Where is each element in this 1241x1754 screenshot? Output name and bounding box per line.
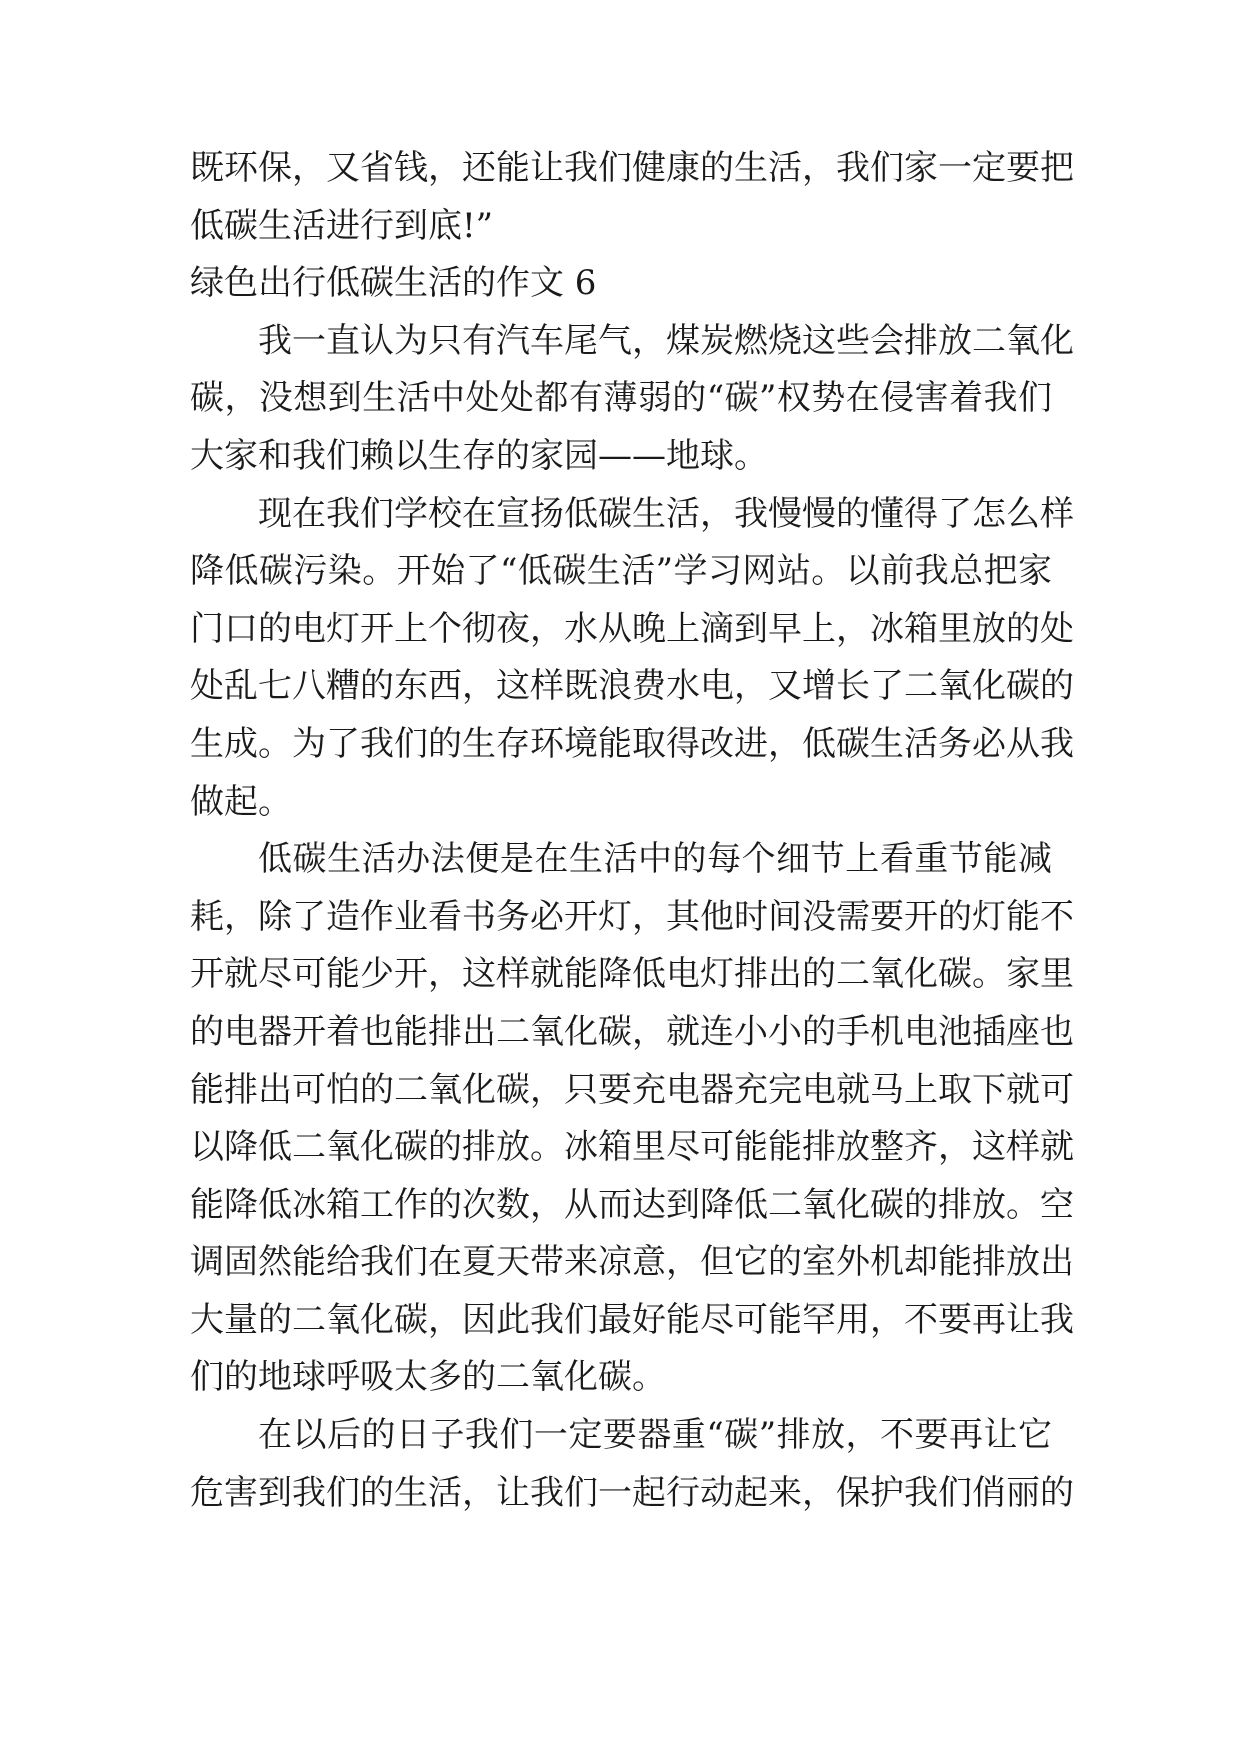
paragraph-line: 大家和我们赖以生存的家园——地球。	[190, 435, 768, 476]
paragraph-line: 处乱七八糟的东西，这样既浪费水电，又增长了二氧化碳的	[190, 666, 1074, 707]
paragraph-line: 开就尽可能少开，这样就能降低电灯排出的二氧化碳。家里	[190, 954, 1074, 995]
paragraph-line: 降低碳污染。开始了“低碳生活”学习网站。以前我总把家	[190, 551, 1052, 592]
paragraph-line: 大量的二氧化碳，因此我们最好能尽可能罕用，不要再让我	[190, 1299, 1074, 1340]
paragraph-line: 现在我们学校在宣扬低碳生活，我慢慢的懂得了怎么样	[258, 493, 1074, 534]
paragraph-line: 能排出可怕的二氧化碳，只要充电器充完电就马上取下就可	[190, 1069, 1074, 1110]
essay-heading: 绿色出行低碳生活的作文 6	[190, 263, 597, 304]
paragraph-line: 我一直认为只有汽车尾气，煤炭燃烧这些会排放二氧化	[258, 320, 1074, 361]
paragraph-line: 低碳生活进行到底!”	[190, 205, 494, 246]
paragraph-line: 耗，除了造作业看书务必开灯，其他时间没需要开的灯能不	[190, 896, 1074, 937]
paragraph-line: 调固然能给我们在夏天带来凉意，但它的室外机却能排放出	[190, 1242, 1074, 1283]
paragraph-line: 的电器开着也能排出二氧化碳，就连小小的手机电池插座也	[190, 1011, 1074, 1052]
paragraph-line: 们的地球呼吸太多的二氧化碳。	[190, 1357, 666, 1398]
paragraph-line: 在以后的日子我们一定要器重“碳”排放，不要再让它	[258, 1415, 1052, 1456]
paragraph-line: 生成。为了我们的生存环境能取得改进，低碳生活务必从我	[190, 723, 1074, 764]
text-column	[190, 140, 1074, 1522]
paragraph-line: 既环保，又省钱，还能让我们健康的生活，我们家一定要把	[190, 148, 1074, 188]
paragraph-line: 碳，没想到生活中处处都有薄弱的“碳”权势在侵害着我们	[190, 378, 1052, 419]
paragraph-line: 能降低冰箱工作的次数，从而达到降低二氧化碳的排放。空	[190, 1184, 1074, 1225]
paragraph-line: 以降低二氧化碳的排放。冰箱里尽可能能排放整齐，这样就	[190, 1127, 1074, 1168]
paragraph-line: 低碳生活办法便是在生活中的每个细节上看重节能减	[258, 839, 1052, 880]
paragraph-line: 门口的电灯开上个彻夜，水从晚上滴到早上，冰箱里放的处	[190, 608, 1074, 649]
paragraph-line: 做起。	[190, 781, 292, 822]
paragraph-line: 危害到我们的生活，让我们一起行动起来，保护我们俏丽的	[190, 1472, 1074, 1513]
